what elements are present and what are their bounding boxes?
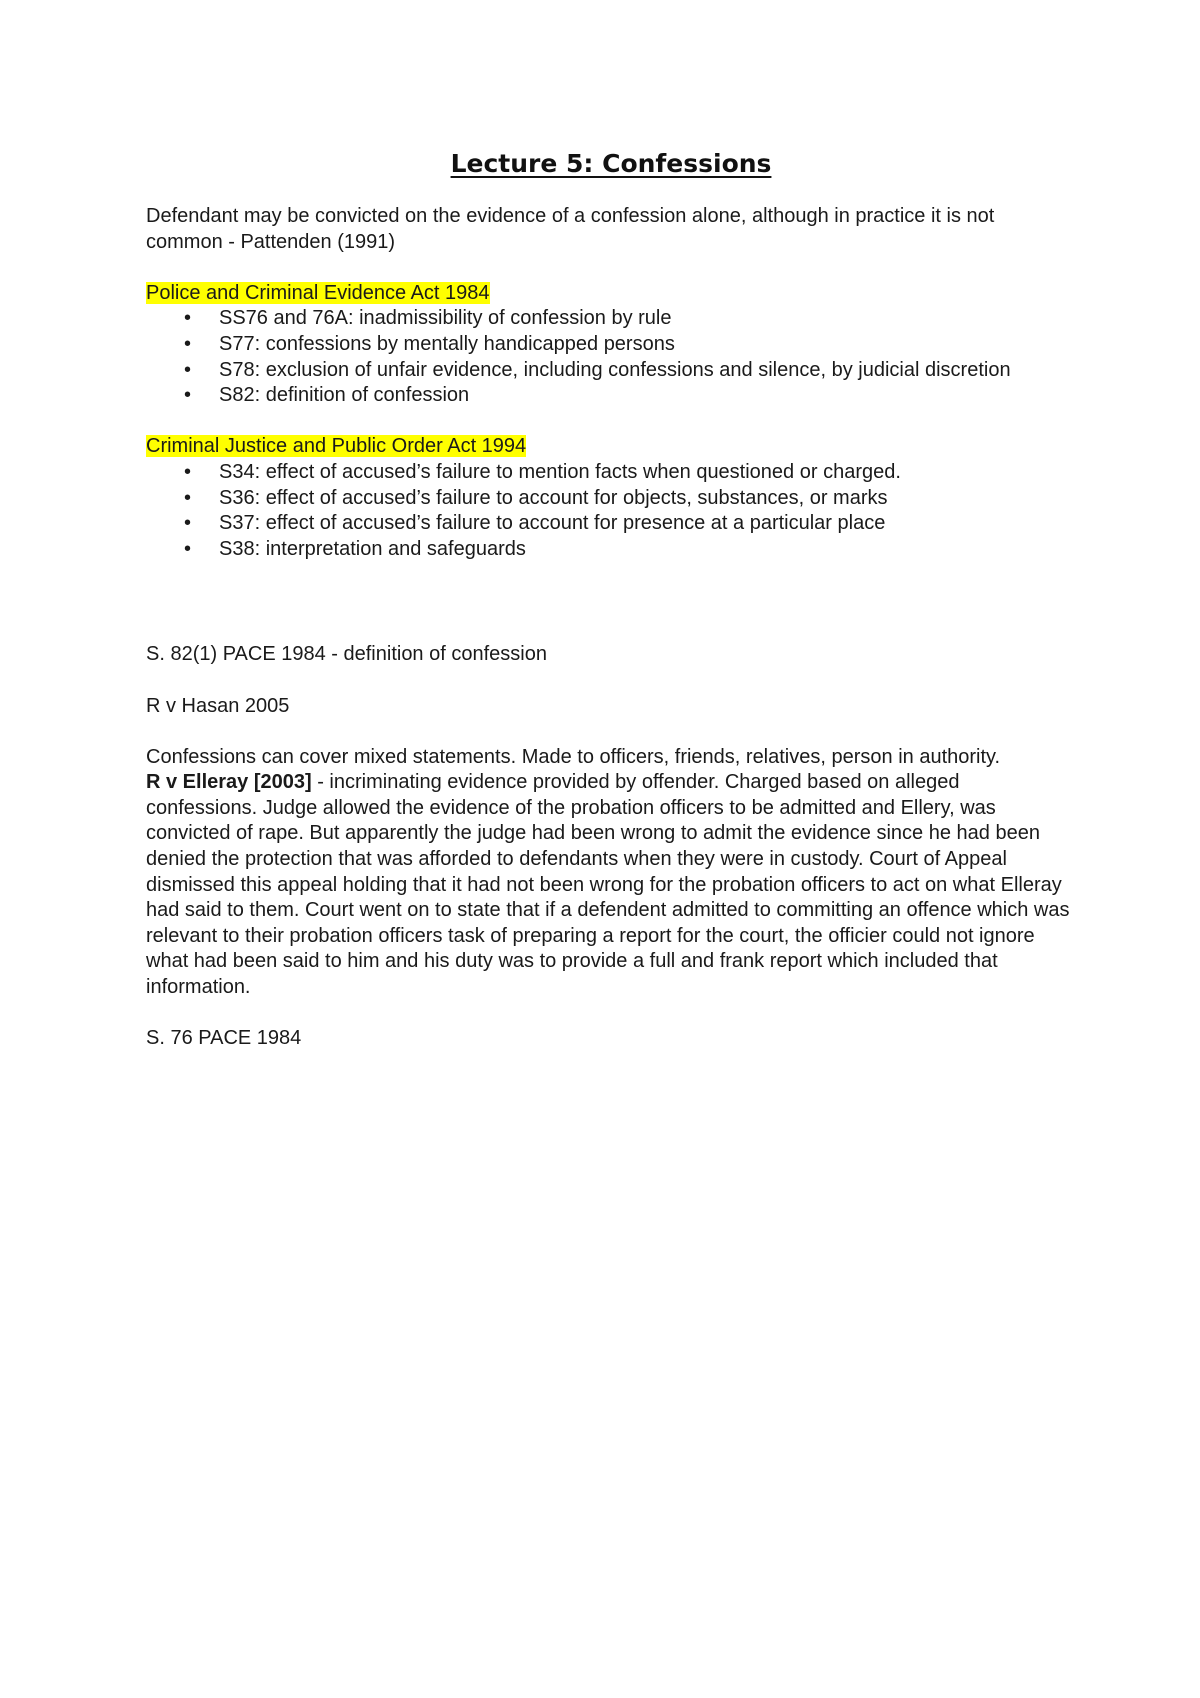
hasan-case: R v Hasan 2005	[146, 694, 290, 717]
list-item-text: S36: effect of accused’s failure to account for objects, substances, or marks	[219, 486, 888, 509]
bullet-icon: •	[184, 384, 192, 407]
spacer	[146, 409, 1076, 435]
s76-heading: S. 76 PACE 1984	[146, 1027, 302, 1050]
page-title: Lecture 5: Confessions	[450, 149, 772, 178]
bullet-icon: •	[184, 358, 192, 381]
bullet-icon: •	[184, 332, 192, 355]
spacer	[146, 719, 1076, 745]
list-item-text: S82: definition of confession	[219, 384, 470, 407]
spacer	[146, 1001, 1076, 1027]
list-item	[146, 486, 1076, 512]
bullet-icon: •	[184, 307, 192, 330]
elleray-case-name: R v Elleray [2003]	[146, 771, 312, 794]
list-item	[146, 511, 1076, 537]
list-item	[146, 358, 1076, 384]
list-item-text: S78: exclusion of unfair evidence, including confessions and silence, by judicial discretion	[219, 358, 1011, 381]
list-item-text: S77: confessions by mentally handicapped persons	[219, 332, 675, 355]
bullet-icon: •	[184, 512, 192, 535]
mixed-statements-paragraph: Confessions can cover mixed statements. Made to officers, friends, relatives, person in authority.	[146, 745, 1001, 768]
elleray-paragraph	[146, 770, 1076, 1000]
spacer	[146, 668, 1076, 694]
bullet-icon: •	[184, 537, 192, 560]
pace-list	[146, 306, 1076, 408]
bullet-icon: •	[184, 486, 192, 509]
cjpoa-heading	[146, 434, 1076, 460]
elleray-case-text: - incriminating evidence provided by offender. Charged based on alleged confessions. Judge allowed the evidence of the probation officers to be admitted and Ellery, was convicted of rape. But apparently the judge had been wrong to admit the evidence since he had been denied the protection that was afforded to defendants when they were in custody. Court of Appeal dismissed this appeal holding that it had not been wrong for the probation officers to act on what Elleray had said to them. Court went on to state that if a defendent admitted to committing an offence which was relevant to their probation officers task of preparing a report for the court, the officier could not ignore what had been said to him and his duty was to provide a full and frank report which included that information.	[146, 771, 1070, 999]
cjpoa-list	[146, 460, 1076, 562]
list-item	[146, 383, 1076, 409]
intro-paragraph: Defendant may be convicted on the evidence of a confession alone, although in practice it is not common - Pattenden (1991)	[146, 205, 995, 253]
list-item-text: S34: effect of accused’s failure to mention facts when questioned or charged.	[219, 460, 901, 483]
spacer	[146, 255, 1076, 281]
bullet-icon: •	[184, 460, 192, 483]
list-item	[146, 306, 1076, 332]
list-item	[146, 460, 1076, 486]
document-body	[146, 148, 1076, 1052]
cjpoa-heading-highlight: Criminal Justice and Public Order Act 1994	[146, 435, 527, 458]
spacer	[146, 562, 1076, 642]
list-item-text: SS76 and 76A: inadmissibility of confession by rule	[219, 307, 672, 330]
list-item	[146, 332, 1076, 358]
list-item	[146, 537, 1076, 563]
list-item-text: S38: interpretation and safeguards	[219, 537, 526, 560]
list-item-text: S37: effect of accused’s failure to account for presence at a particular place	[219, 512, 886, 535]
s82-heading: S. 82(1) PACE 1984 - definition of confession	[146, 643, 547, 666]
pace-heading-highlight: Police and Criminal Evidence Act 1984	[146, 281, 490, 304]
pace-heading	[146, 281, 1076, 307]
